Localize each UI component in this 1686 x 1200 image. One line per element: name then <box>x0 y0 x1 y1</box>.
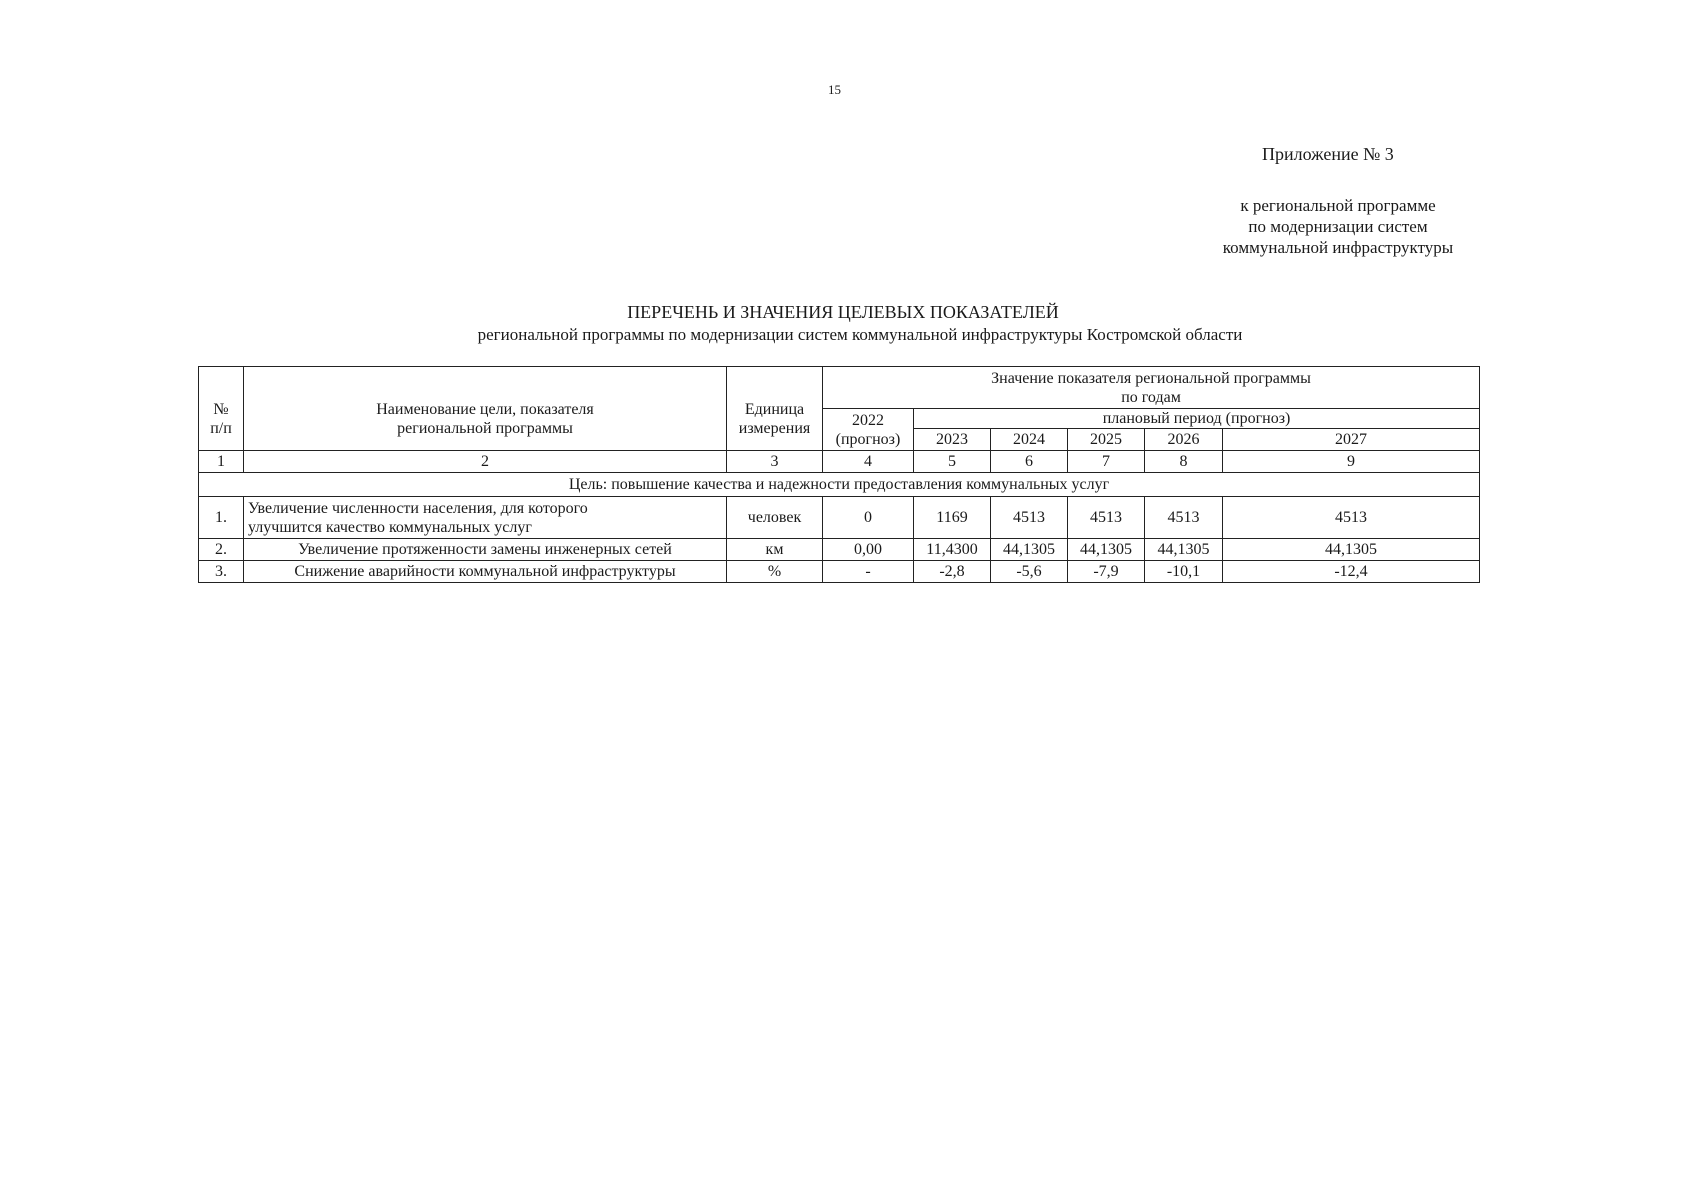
row-value: 44,1305 <box>1068 539 1145 561</box>
document-subtitle: региональной программы по модернизации систем коммунальной инфраструктуры Костромской области <box>477 325 1243 344</box>
header-unit-line: Единица <box>744 400 805 418</box>
row-value: 4513 <box>1068 497 1145 539</box>
row-value: -2,8 <box>914 561 991 583</box>
header-row <box>199 367 1480 409</box>
appendix-subtitle-line: по модернизации систем <box>1248 217 1428 236</box>
row-unit: км <box>727 539 823 561</box>
column-number: 5 <box>914 451 991 473</box>
column-number: 1 <box>199 451 244 473</box>
row-value: 4513 <box>991 497 1068 539</box>
header-values <box>823 367 1480 409</box>
header-number-line: п/п <box>210 419 232 437</box>
goal-row <box>199 473 1480 497</box>
page-number: 15 <box>828 82 841 97</box>
header-year-2022 <box>823 409 914 451</box>
row-value: -7,9 <box>1068 561 1145 583</box>
row-value: 44,1305 <box>1223 539 1480 561</box>
appendix-subtitle-line: к региональной программе <box>1240 196 1436 215</box>
column-number: 7 <box>1068 451 1145 473</box>
header-name <box>244 367 727 451</box>
column-number: 3 <box>727 451 823 473</box>
row-value: - <box>823 561 914 583</box>
row-name-line: Увеличение численности населения, для которого <box>248 499 588 517</box>
header-year: 2023 <box>914 429 991 451</box>
row-number: 3. <box>199 561 244 583</box>
row-name-line: улучшится качество коммунальных услуг <box>248 518 532 536</box>
header-year: 2025 <box>1068 429 1145 451</box>
header-values-line: Значение показателя региональной программы <box>991 369 1311 387</box>
header-year: 2024 <box>991 429 1068 451</box>
row-name: Снижение аварийности коммунальной инфраструктуры <box>244 561 727 583</box>
row-value: -12,4 <box>1223 561 1480 583</box>
appendix-subtitle <box>1188 195 1488 258</box>
appendix-title: Приложение № 3 <box>1262 144 1394 164</box>
row-number: 2. <box>199 539 244 561</box>
table-row <box>199 561 1480 583</box>
row-value: 0 <box>823 497 914 539</box>
header-number-line: № <box>213 400 229 418</box>
header-name-line: региональной программы <box>397 419 573 437</box>
column-number: 2 <box>244 451 727 473</box>
header-planned-period: плановый период (прогноз) <box>914 409 1480 429</box>
table-row <box>199 539 1480 561</box>
appendix-subtitle-line: коммунальной инфраструктуры <box>1222 238 1454 257</box>
column-numbers-row <box>199 451 1480 473</box>
table-row <box>199 497 1480 539</box>
column-number: 8 <box>1145 451 1223 473</box>
row-number: 1. <box>199 497 244 539</box>
row-value: 44,1305 <box>991 539 1068 561</box>
column-number: 4 <box>823 451 914 473</box>
row-value: 44,1305 <box>1145 539 1223 561</box>
row-name: Увеличение протяженности замены инженерных сетей <box>244 539 727 561</box>
row-unit: человек <box>727 497 823 539</box>
row-value: 1169 <box>914 497 991 539</box>
row-value: -5,6 <box>991 561 1068 583</box>
indicators-table <box>198 366 1480 583</box>
column-number: 9 <box>1223 451 1480 473</box>
header-year: 2027 <box>1223 429 1480 451</box>
row-value: 4513 <box>1223 497 1480 539</box>
row-value: 4513 <box>1145 497 1223 539</box>
header-values-line: по годам <box>1121 388 1181 406</box>
row-value: -10,1 <box>1145 561 1223 583</box>
row-value: 0,00 <box>823 539 914 561</box>
document-title: ПЕРЕЧЕНЬ И ЗНАЧЕНИЯ ЦЕЛЕВЫХ ПОКАЗАТЕЛЕЙ <box>627 302 1059 322</box>
header-unit <box>727 367 823 451</box>
header-year: 2026 <box>1145 429 1223 451</box>
header-name-line: Наименование цели, показателя <box>376 400 594 418</box>
column-number: 6 <box>991 451 1068 473</box>
header-year-2022-note: (прогноз) <box>835 430 901 448</box>
row-unit: % <box>727 561 823 583</box>
goal-text: Цель: повышение качества и надежности предоставления коммунальных услуг <box>199 473 1480 497</box>
header-year-2022-label: 2022 <box>852 411 884 429</box>
row-value: 11,4300 <box>914 539 991 561</box>
row-name <box>244 497 727 539</box>
header-unit-line: измерения <box>738 419 811 437</box>
header-number <box>199 367 244 451</box>
